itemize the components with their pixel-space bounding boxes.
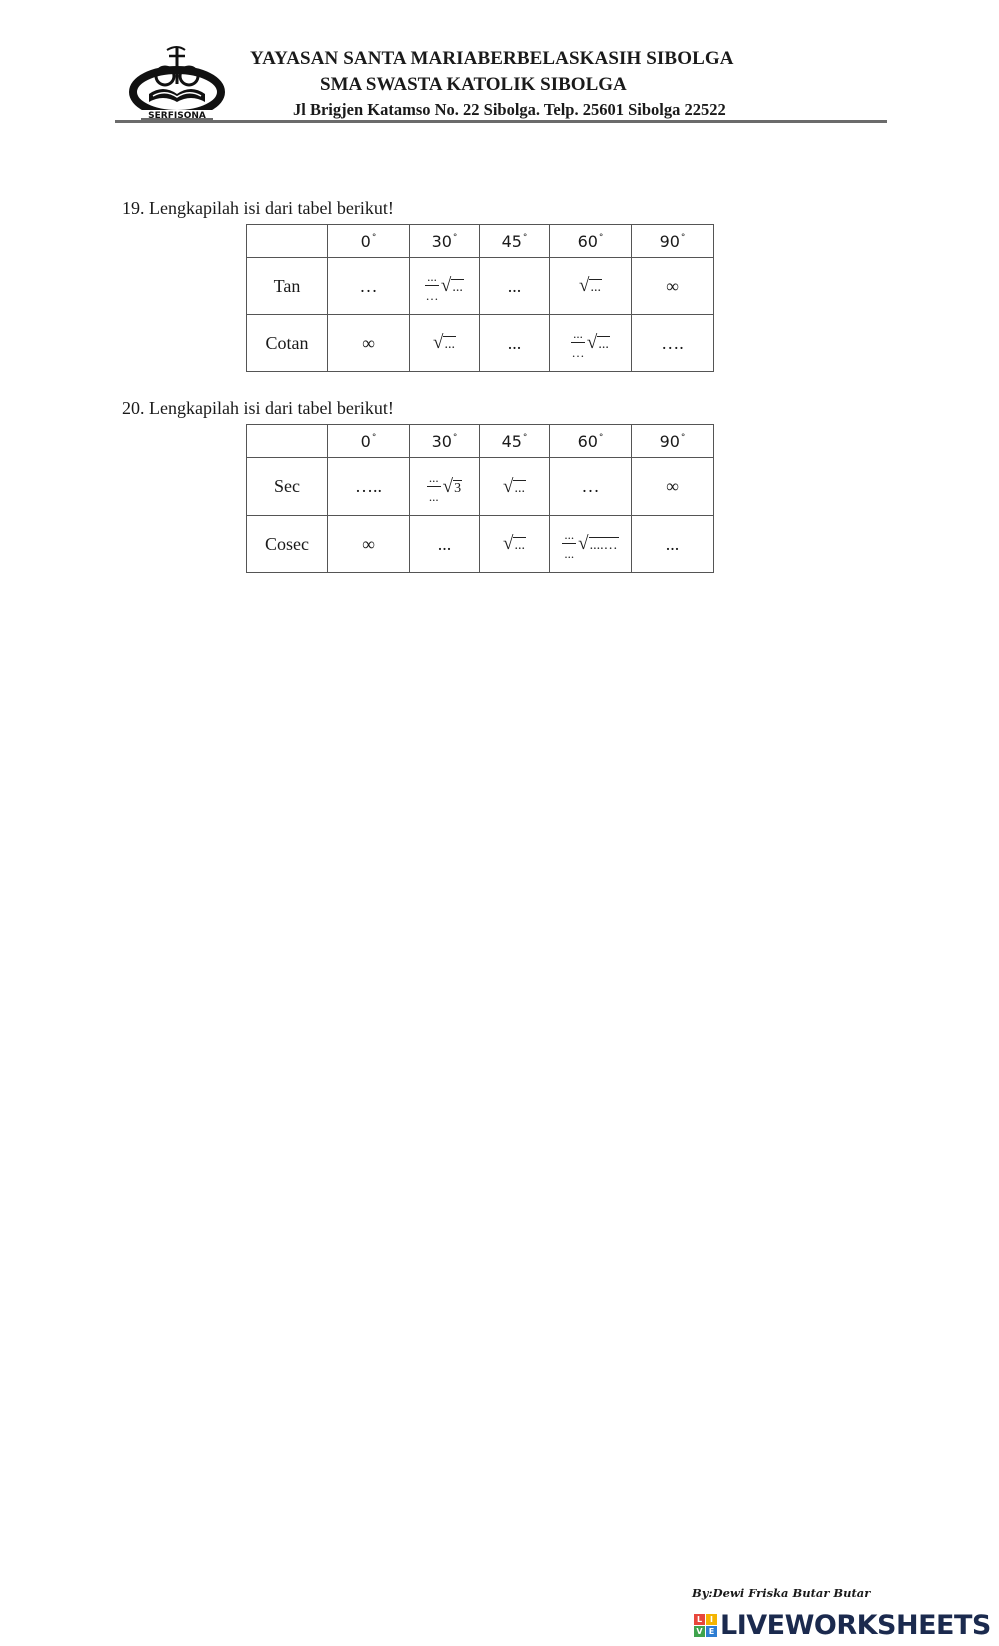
header-blank-cell xyxy=(247,225,328,258)
square-root: √... xyxy=(433,332,455,354)
angle-45-cell: 45° xyxy=(480,425,550,458)
school-address: Jl Brigjen Katamso No. 22 Sibolga. Telp. 25601 Sibolga 22522 xyxy=(293,100,726,119)
badge-letter: V xyxy=(694,1626,705,1637)
table-header-row xyxy=(247,425,714,458)
answer-blank[interactable] xyxy=(410,258,480,315)
question-20-table xyxy=(246,424,714,573)
question-19-table xyxy=(246,224,714,372)
angle-90-cell: 90° xyxy=(632,425,714,458)
value-cell: ∞ xyxy=(632,458,714,516)
angle-0-cell: 0° xyxy=(328,425,410,458)
answer-blank[interactable]: ….. xyxy=(328,458,410,516)
question-19-text: 19. Lengkapilah isi dari tabel berikut! xyxy=(122,198,394,218)
answer-blank[interactable]: ... xyxy=(410,516,480,573)
answer-blank[interactable] xyxy=(480,516,550,573)
badge-letter: I xyxy=(706,1614,717,1625)
answer-blank[interactable] xyxy=(550,258,632,315)
row-label: Cosec xyxy=(247,516,328,573)
answer-blank[interactable]: … xyxy=(328,258,410,315)
badge-letter: E xyxy=(706,1626,717,1637)
table-row-tan xyxy=(247,258,714,315)
fraction: $\frac{...}{...}$ xyxy=(564,527,575,561)
angle-45-cell: 45° xyxy=(480,225,550,258)
angle-90-cell: 90° xyxy=(632,225,714,258)
school-logo-icon xyxy=(127,44,227,120)
header-divider xyxy=(115,120,887,123)
header-blank-cell xyxy=(247,425,328,458)
fraction: $\frac{...}{\dots}$ xyxy=(571,326,585,360)
square-root: √... xyxy=(440,275,463,296)
answer-blank[interactable] xyxy=(480,458,550,516)
fraction: $\frac{...}{...}$ xyxy=(428,469,439,504)
square-root: √3 xyxy=(442,475,462,497)
foundation-name: YAYASAN SANTA MARIABERBELASKASIH SIBOLGA xyxy=(250,48,734,69)
row-label: Sec xyxy=(247,458,328,516)
brand-name: LIVEWORKSHEETS xyxy=(720,1609,991,1641)
angle-60-cell: 60° xyxy=(550,425,632,458)
table-header-row xyxy=(247,225,714,258)
liveworksheets-brand[interactable] xyxy=(694,1609,991,1641)
table-row-cotan xyxy=(247,315,714,372)
square-root: √... xyxy=(503,533,525,555)
angle-0-cell: 0° xyxy=(328,225,410,258)
angle-60-cell: 60° xyxy=(550,225,632,258)
logo-text: SERFISONA xyxy=(148,111,206,120)
square-root: √....… xyxy=(578,533,618,554)
answer-blank[interactable] xyxy=(410,315,480,372)
angle-30-cell: 30° xyxy=(410,425,480,458)
answer-blank[interactable] xyxy=(550,315,632,372)
row-label: Cotan xyxy=(247,315,328,372)
letterhead xyxy=(115,40,887,122)
angle-30-cell: 30° xyxy=(410,225,480,258)
answer-blank[interactable]: … xyxy=(550,458,632,516)
answer-blank[interactable]: …. xyxy=(632,315,714,372)
answer-blank[interactable]: ... xyxy=(480,315,550,372)
school-name: SMA SWASTA KATOLIK SIBOLGA xyxy=(320,74,627,95)
liveworksheets-logo-icon xyxy=(694,1614,717,1637)
answer-blank[interactable]: ... xyxy=(632,516,714,573)
square-root: √... xyxy=(586,332,609,353)
row-label: Tan xyxy=(247,258,328,315)
value-cell: ∞ xyxy=(632,258,714,315)
table-row-cosec xyxy=(247,516,714,573)
value-cell: ∞ xyxy=(328,516,410,573)
square-root: √... xyxy=(503,475,525,497)
badge-letter: L xyxy=(694,1614,705,1625)
fraction: $\frac{...}{\dots}$ xyxy=(425,269,439,303)
square-root: √... xyxy=(579,275,601,297)
value-cell: ∞ xyxy=(328,315,410,372)
question-20-text: 20. Lengkapilah isi dari tabel berikut! xyxy=(122,398,394,418)
table-row-sec xyxy=(247,458,714,516)
answer-blank[interactable]: ... xyxy=(480,258,550,315)
author-credit: By:Dewi Friska Butar Butar xyxy=(692,1586,871,1600)
answer-blank[interactable] xyxy=(410,458,480,516)
answer-blank[interactable] xyxy=(550,516,632,573)
